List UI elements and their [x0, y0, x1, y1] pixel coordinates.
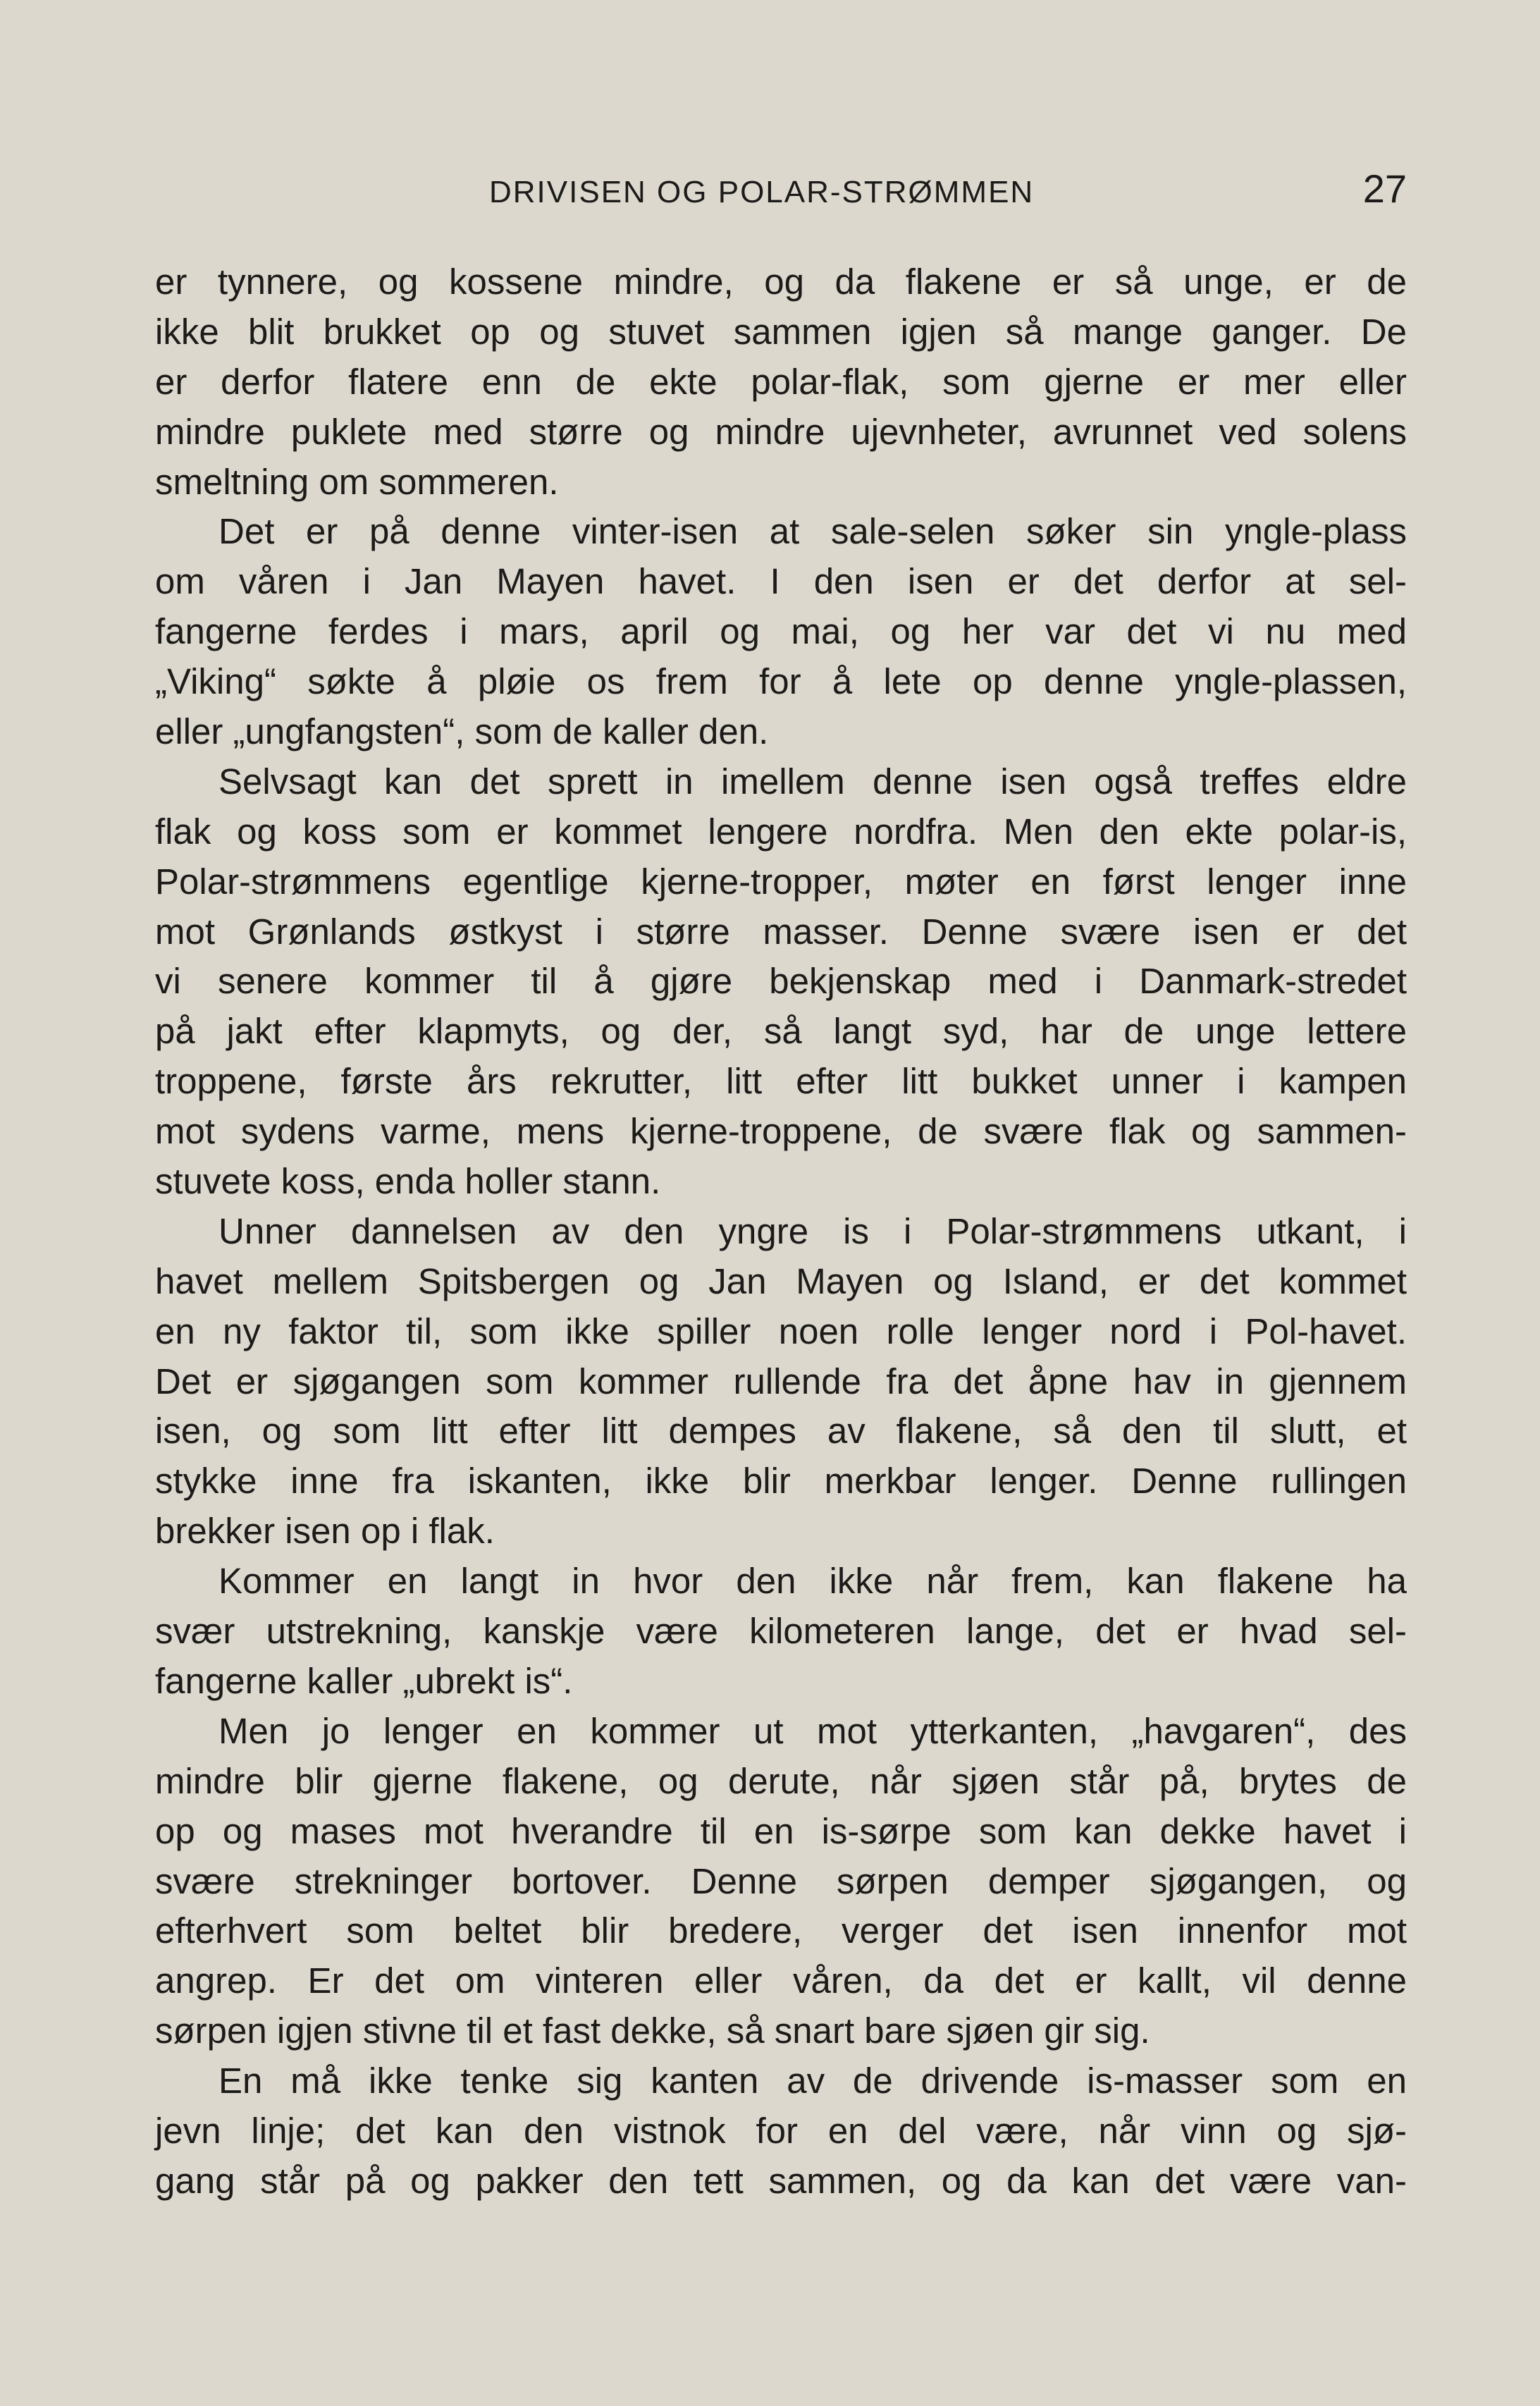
text-line: er derfor flatere enn de ekte polar-flak, som gjerne er mer eller — [155, 361, 1407, 402]
body-text — [155, 257, 1407, 2206]
text-line: isen, og som litt efter litt dempes av flakene, så den til slutt, et — [155, 1411, 1407, 1451]
text-line: „Viking“ søkte å pløie os frem for å lete op denne yngle-plassen, — [155, 661, 1407, 702]
text-line: havet mellem Spitsbergen og Jan Mayen og Island, er det kommet — [155, 1260, 1407, 1301]
text-line: brekker isen op i flak. — [155, 1511, 495, 1552]
text-line: eller „ungfangsten“, som de kaller den. — [155, 711, 769, 752]
text-line: fangerne kaller „ubrekt is“. — [155, 1660, 573, 1701]
page-number: 27 — [1362, 166, 1407, 211]
text-line: Selvsagt kan det sprett in imellem denne isen også treffes eldre — [218, 761, 1407, 802]
text-line: er tynnere, og kossene mindre, og da flakene er så unge, er de — [155, 262, 1407, 302]
text-line: efterhvert som beltet blir bredere, verger det isen innenfor mot — [155, 1910, 1407, 1951]
text-line: vi senere kommer til å gjøre bekjenskap med i Danmark-stredet — [155, 961, 1407, 1002]
text-line: svær utstrekning, kanskje være kilometeren lange, det er hvad sel- — [155, 1611, 1407, 1652]
text-line: svære strekninger bortover. Denne sørpen demper sjøgangen, og — [155, 1860, 1407, 1901]
text-line: smeltning om sommeren. — [155, 461, 559, 502]
text-line: mot sydens varme, mens kjerne-troppene, de svære flak og sammen- — [155, 1111, 1407, 1152]
text-line: jevn linje; det kan den vistnok for en del være, når vinn og sjø- — [155, 2110, 1407, 2151]
text-line: op og mases mot hverandre til en is-sørpe som kan dekke havet i — [155, 1810, 1407, 1851]
text-line: Det er på denne vinter-isen at sale-selen søker sin yngle-plass — [218, 511, 1407, 552]
text-line: flak og koss som er kommet lengere nordfra. Men den ekte polar-is, — [155, 811, 1407, 852]
text-line: stuvete koss, enda holler stann. — [155, 1161, 661, 1202]
text-line: Unner dannelsen av den yngre is i Polar-strømmens utkant, i — [218, 1210, 1407, 1251]
text-line: om våren i Jan Mayen havet. I den isen er det derfor at sel- — [155, 561, 1407, 602]
text-line: stykke inne fra iskanten, ikke blir merkbar lenger. Denne rullingen — [155, 1461, 1407, 1502]
text-line: Men jo lenger en kommer ut mot ytterkanten, „havgaren“, des — [218, 1710, 1407, 1751]
text-line: Polar-strømmens egentlige kjerne-tropper, møter en først lenger inne — [155, 861, 1407, 902]
text-line: troppene, første års rekrutter, litt efter litt bukket unner i kampen — [155, 1061, 1407, 1102]
text-line: på jakt efter klapmyts, og der, så langt syd, har de unge lettere — [155, 1011, 1407, 1052]
running-title: DRIVISEN OG POLAR-STRØMMEN — [489, 175, 1035, 209]
text-line: mindre blir gjerne flakene, og derute, når sjøen står på, brytes de — [155, 1760, 1407, 1801]
text-line: Kommer en langt in hvor den ikke når frem, kan flakene ha — [218, 1561, 1407, 1602]
text-line: mot Grønlands østkyst i større masser. Denne svære isen er det — [155, 911, 1407, 952]
text-line: sørpen igjen stivne til et fast dekke, så snart bare sjøen gir sig. — [155, 2011, 1150, 2051]
text-line: en ny faktor til, som ikke spiller noen rolle lenger nord i Pol-havet. — [155, 1311, 1407, 1351]
text-line: fangerne ferdes i mars, april og mai, og her var det vi nu med — [155, 611, 1407, 652]
text-line: gang står på og pakker den tett sammen, og da kan det være van- — [155, 2160, 1407, 2201]
text-line: ikke blit brukket op og stuvet sammen igjen så mange ganger. De — [155, 311, 1407, 352]
text-line: mindre puklete med større og mindre ujevnheter, avrunnet ved solens — [155, 411, 1407, 452]
text-line: Det er sjøgangen som kommer rullende fra det åpne hav in gjennem — [155, 1361, 1407, 1401]
text-line: angrep. Er det om vinteren eller våren, da det er kallt, vil denne — [155, 1960, 1407, 2001]
text-line: En må ikke tenke sig kanten av de drivende is-masser som en — [218, 2061, 1407, 2101]
running-header — [155, 164, 1407, 220]
